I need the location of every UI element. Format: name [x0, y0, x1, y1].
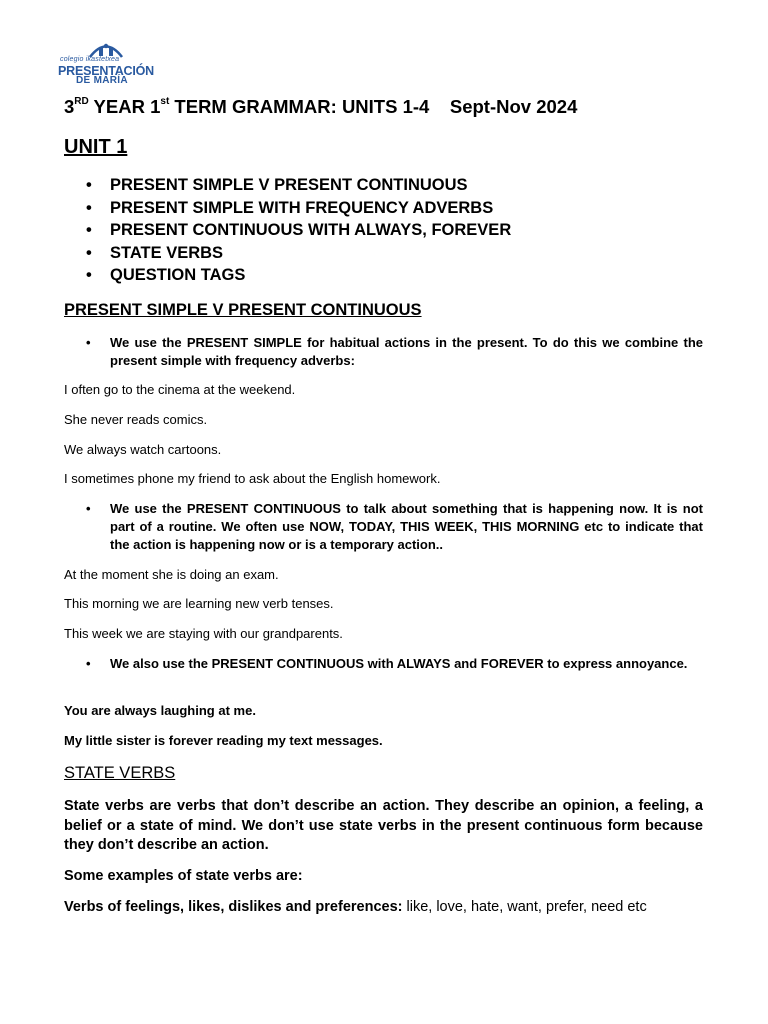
example-sentence: At the moment she is doing an exam.: [64, 567, 279, 582]
title-superscript: st: [160, 96, 170, 107]
example-sentence: We always watch cartoons.: [64, 442, 222, 457]
title-part: 3: [64, 96, 75, 117]
bullet-dot: •: [86, 656, 91, 671]
title-part: YEAR 1: [88, 96, 161, 117]
logo-top-text: colegio ikastetxea: [60, 56, 120, 63]
verbs-feelings-line: [64, 899, 647, 915]
example-sentence: I sometimes phone my friend to ask about the English homework.: [64, 471, 441, 486]
title-part: TERM GRAMMAR: UNITS 1-4 Sept-Nov 2024: [169, 96, 578, 117]
topic-item: • QUESTION TAGS: [64, 264, 511, 287]
topic-item: • STATE VERBS: [64, 242, 511, 265]
example-sentence: You are always laughing at me.: [64, 703, 256, 718]
bullet-present-continuous: [64, 500, 703, 554]
verbs-label: Verbs of feelings, likes, dislikes and preferences:: [64, 899, 403, 915]
state-verbs-paragraph: State verbs are verbs that don’t describe an action. They describe an opinion, a feeling, a belief or a state of mind. We don’t use state verbs in the present continuous form because they don’t describe an action.: [64, 798, 703, 853]
school-logo: [58, 42, 162, 86]
topic-item: • PRESENT SIMPLE WITH FREQUENCY ADVERBS: [64, 197, 511, 220]
example-sentence: I often go to the cinema at the weekend.: [64, 382, 296, 397]
logo-name-line1: PRESENTACIÓN: [58, 64, 154, 78]
example-sentence: My little sister is forever reading my text messages.: [64, 733, 383, 748]
section-heading-state-verbs: STATE VERBS: [64, 764, 176, 782]
bullet-dot: •: [86, 335, 91, 350]
section-heading-present: PRESENT SIMPLE V PRESENT CONTINUOUS: [64, 301, 422, 319]
topic-item: • PRESENT CONTINUOUS WITH ALWAYS, FOREVER: [64, 219, 511, 242]
title-superscript: RD: [74, 96, 89, 107]
bullet-always-forever: [64, 655, 703, 673]
example-sentence: She never reads comics.: [64, 412, 208, 427]
bullet-text: We also use the PRESENT CONTINUOUS with ALWAYS and FOREVER to express annoyance.: [110, 656, 688, 671]
examples-intro: Some examples of state verbs are:: [64, 868, 303, 884]
topic-item: • PRESENT SIMPLE V PRESENT CONTINUOUS: [64, 174, 511, 197]
verbs-list: like, love, hate, want, prefer, need etc: [402, 899, 647, 915]
bullet-present-simple: [64, 334, 703, 370]
topic-list: [64, 174, 511, 287]
example-sentence: This week we are staying with our grandparents.: [64, 626, 343, 641]
unit-heading: UNIT 1: [64, 136, 128, 158]
logo-name-line2: DE MARÍA: [76, 75, 128, 86]
example-sentence: This morning we are learning new verb tenses.: [64, 596, 334, 611]
bullet-dot: •: [86, 501, 91, 516]
bullet-text: We use the PRESENT SIMPLE for habitual actions in the present. To do this we combine the present simple with frequency adverbs:: [110, 335, 703, 368]
bullet-text: We use the PRESENT CONTINUOUS to talk about something that is happening now. It is not part of a routine. We often use NOW, TODAY, THIS WEEK, THIS MORNING etc to indicate that the action is happening now or is a temporary action..: [110, 501, 703, 552]
document-title: [64, 96, 577, 118]
